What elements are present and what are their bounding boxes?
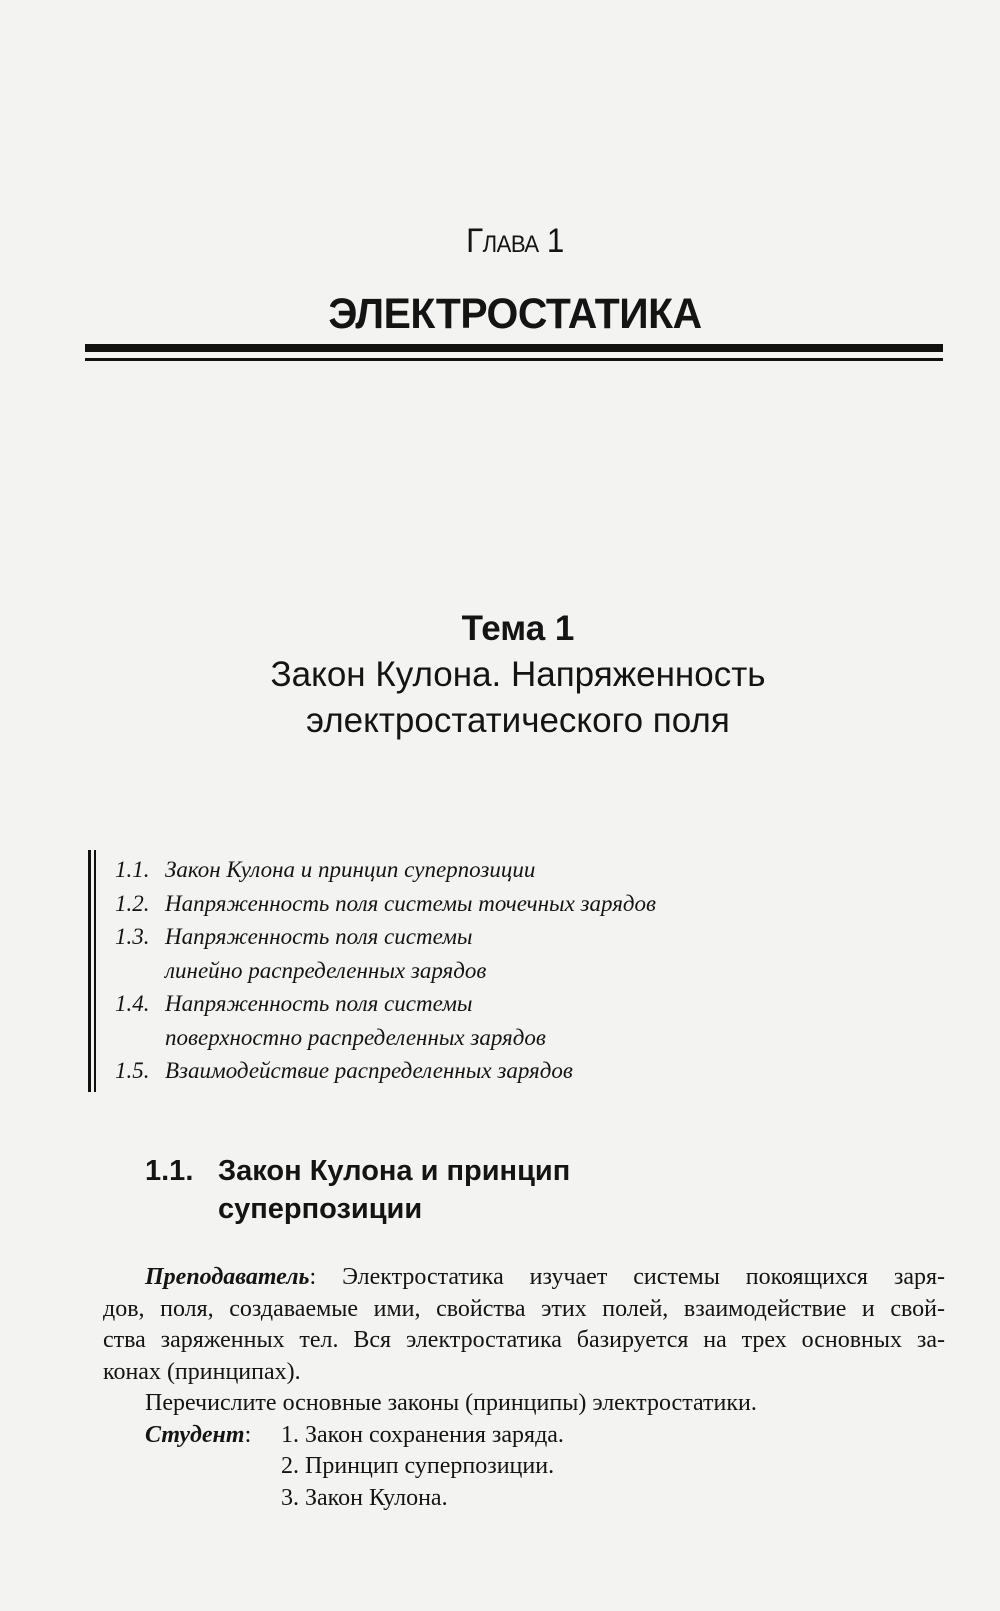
toc-bar [94,850,96,1092]
toc-text: Напряженность поля системы точечных зарядов [165,890,657,916]
topic-number: Тема 1 [461,609,575,648]
topic-title-line: электростатического поля [306,701,730,740]
toc-item[interactable] [115,1054,656,1088]
answer-item: 2. Принцип суперпозиции. [281,1453,555,1479]
title-rule-thick [85,344,943,352]
toc-item[interactable] [115,987,656,1054]
toc-text: Напряженность поля системы [165,924,473,949]
toc-num: 1.4. [115,991,150,1016]
toc-text: Взаимодействие распределенных зарядов [165,1058,573,1083]
toc-text: поверхностно распределенных зарядов [165,1024,546,1050]
section-title-line: Закон Кулона и принцип [218,1155,571,1187]
section-number: 1.1. [145,1155,194,1187]
paragraph-line [103,1262,945,1294]
toc-text: Закон Кулона и принцип суперпозиции [165,857,536,882]
table-of-contents [115,853,656,1088]
teacher-label: Преподаватель [145,1264,310,1290]
chapter-label: Глава 1 [466,222,564,260]
paragraph-line: конах (принципах). [103,1358,301,1385]
toc-text: Напряженность поля системы [165,991,473,1016]
toc-text: линейно распределенных зарядов [165,957,487,983]
topic-heading [0,606,1000,744]
topic-title-line: Закон Кулона. Напряженность [270,655,766,694]
answer-item: 1. Закон сохранения заряда. [281,1421,564,1448]
toc-item[interactable] [115,920,656,987]
student-label-wrap: Студент: [145,1421,252,1448]
student-answer [103,1420,945,1452]
student-label: Студент [145,1421,245,1448]
toc-num: 1.1. [115,857,150,882]
section-title-line: суперпозиции [218,1193,423,1225]
toc-num: 1.5. [115,1058,150,1083]
question-line: Перечислите основные законы (принципы) электростатики. [145,1390,757,1416]
body-text [103,1262,945,1514]
toc-item[interactable] [115,887,656,921]
paragraph-text: : Электростатика изучает системы покоящихся заря- [309,1264,945,1290]
paragraph-line: дов, поля, создаваемые ими, свойства этих полей, взаимодействие и свой- [103,1295,945,1322]
toc-item[interactable] [115,853,656,887]
chapter-title: ЭЛЕКТРОСТАТИКА [328,290,702,338]
paragraph-line: ства заряженных тел. Вся электростатика базируется на трех основных за- [103,1327,945,1353]
title-rule-thin [85,358,943,361]
section-heading [145,1152,570,1228]
toc-num: 1.2. [115,890,150,916]
answer-item: 3. Закон Кулона. [281,1484,448,1511]
toc-num: 1.3. [115,924,150,949]
toc-bar [88,850,91,1092]
